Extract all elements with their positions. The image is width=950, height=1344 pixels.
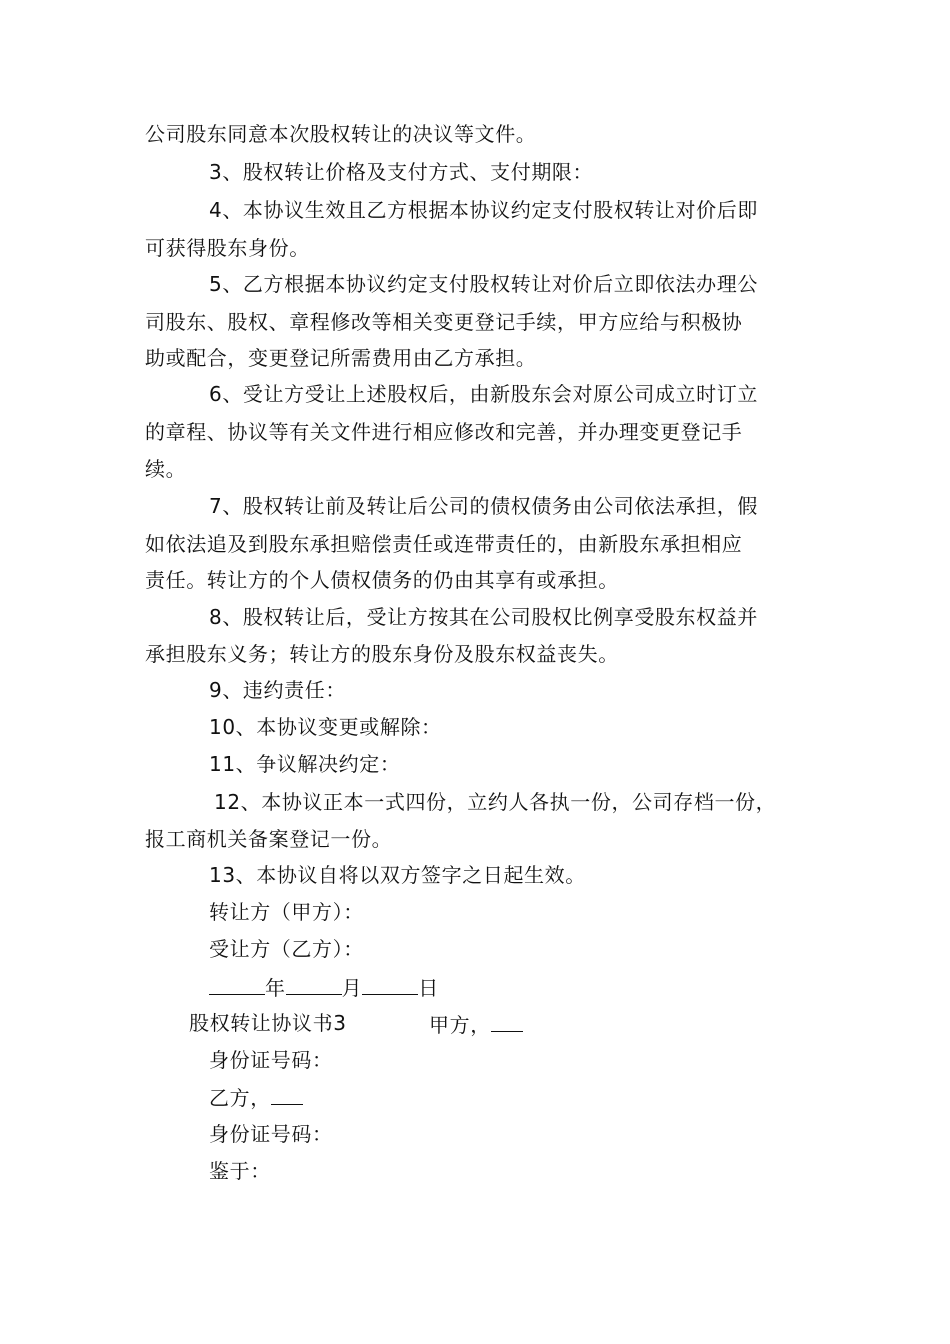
paragraph-line: 的章程、协议等有关文件进行相应修改和完善，并办理变更登记手 (145, 420, 743, 444)
month-blank[interactable] (286, 974, 342, 995)
clause-7: 7、股权转让前及转让后公司的债权债务由公司依法承担，假 (209, 494, 758, 518)
year-label: 年 (265, 976, 286, 1000)
clause-12: 12、本协议正本一式四份，立约人各执一份，公司存档一份， (214, 790, 777, 814)
paragraph-line: 司股东、股权、章程修改等相关变更登记手续，甲方应给与积极协 (145, 310, 743, 334)
day-blank[interactable] (362, 974, 418, 995)
party-a-line (429, 1011, 523, 1037)
month-label: 月 (341, 976, 363, 1000)
id-number-label: 身份证号码： (209, 1048, 333, 1072)
clause-5: 5、乙方根据本协议约定支付股权转让对价后立即依法办理公 (209, 272, 758, 296)
paragraph-line: 公司股东同意本次股权转让的决议等文件。 (145, 122, 537, 146)
year-blank[interactable] (209, 974, 265, 995)
transferee-label: 受让方（乙方）： (209, 937, 364, 961)
clause-4: 4、本协议生效且乙方根据本协议约定支付股权转让对价后即 (209, 198, 758, 222)
party-b-label: 乙方， (209, 1086, 271, 1110)
paragraph-line: 如依法追及到股东承担赔偿责任或连带责任的，由新股东承担相应 (145, 532, 743, 556)
paragraph-line: 可获得股东身份。 (145, 236, 310, 260)
id-number-label: 身份证号码： (209, 1122, 333, 1146)
clause-13: 13、本协议自将以双方签字之日起生效。 (209, 863, 586, 887)
whereas-label: 鉴于： (209, 1159, 271, 1183)
clause-8: 8、股权转让后，受让方按其在公司股权比例享受股东权益并 (209, 605, 758, 629)
clause-11: 11、争议解决约定： (209, 752, 401, 776)
transferor-label: 转让方（甲方）： (209, 900, 364, 924)
party-a-label: 甲方， (429, 1013, 491, 1037)
paragraph-line: 责任。转让方的个人债权债务的仍由其享有或承担。 (145, 568, 619, 592)
day-label: 日 (418, 976, 439, 1000)
paragraph-line: 续。 (145, 457, 187, 481)
clause-6: 6、受让方受让上述股权后，由新股东会对原公司成立时订立 (209, 382, 758, 406)
paragraph-line: 助或配合，变更登记所需费用由乙方承担。 (145, 346, 537, 370)
party-a-blank[interactable] (491, 1011, 523, 1032)
paragraph-line: 承担股东义务；转让方的股东身份及股东权益丧失。 (145, 642, 619, 666)
party-b-blank[interactable] (271, 1084, 303, 1105)
date-line (209, 974, 439, 1000)
clause-3: 3、股权转让价格及支付方式、支付期限： (209, 160, 594, 184)
clause-9: 9、违约责任： (209, 678, 346, 702)
paragraph-line: 报工商机关备案登记一份。 (145, 827, 393, 851)
agreement-title: 股权转让协议书3 (189, 1011, 347, 1035)
clause-10: 10、本协议变更或解除： (209, 715, 442, 739)
party-b-line (209, 1084, 303, 1110)
